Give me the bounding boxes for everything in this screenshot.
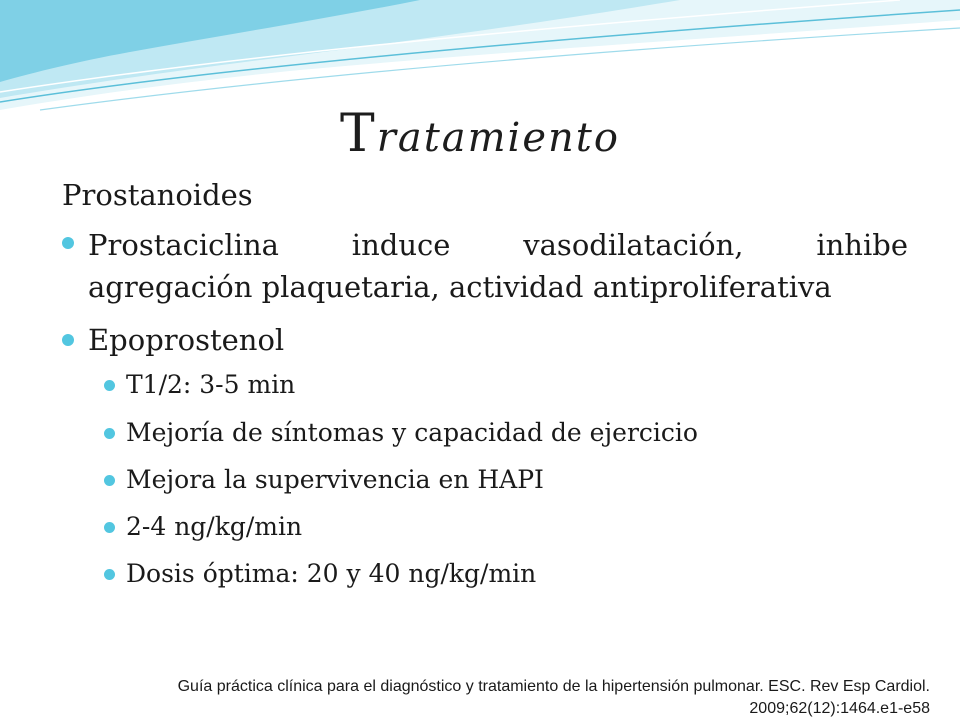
sub-bullet-half-life: T1/2: 3-5 min (126, 370, 296, 399)
sub-bullet-dot (104, 428, 115, 439)
section-heading: Prostanoides (62, 178, 253, 212)
sub-bullet-dose-range: 2-4 ng/kg/min (126, 512, 303, 541)
slide-title (0, 104, 960, 164)
slide-title-rest: ratamiento (376, 115, 620, 161)
sub-bullet-dot (104, 380, 115, 391)
sub-bullet-dot (104, 569, 115, 580)
bullet-prostaciclina-line1: Prostaciclina induce vasodilatación, inhibe (88, 228, 908, 262)
sub-bullet-symptoms: Mejoría de síntomas y capacidad de ejercicio (126, 418, 698, 447)
bullet-prostaciclina (88, 224, 908, 308)
bullet-dot (62, 334, 74, 346)
sub-bullet-dot (104, 475, 115, 486)
bullet-dot (62, 237, 74, 249)
reference-citation (30, 676, 930, 720)
slide-title-initial: T (340, 104, 377, 164)
sub-bullet-survival: Mejora la supervivencia en HAPI (126, 465, 544, 494)
bullet-prostaciclina-line2: agregación plaquetaria, actividad antiproliferativa (88, 270, 832, 304)
reference-line1: Guía práctica clínica para el diagnóstico y tratamiento de la hipertensión pulmonar. ESC. Rev Esp Cardiol. (177, 678, 930, 695)
reference-line2: 2009;62(12):1464.e1-e58 (749, 700, 930, 717)
bullet-epoprostenol: Epoprostenol (88, 323, 285, 357)
sub-bullet-dot (104, 522, 115, 533)
sub-bullet-optimal-dose: Dosis óptima: 20 y 40 ng/kg/min (126, 559, 537, 588)
